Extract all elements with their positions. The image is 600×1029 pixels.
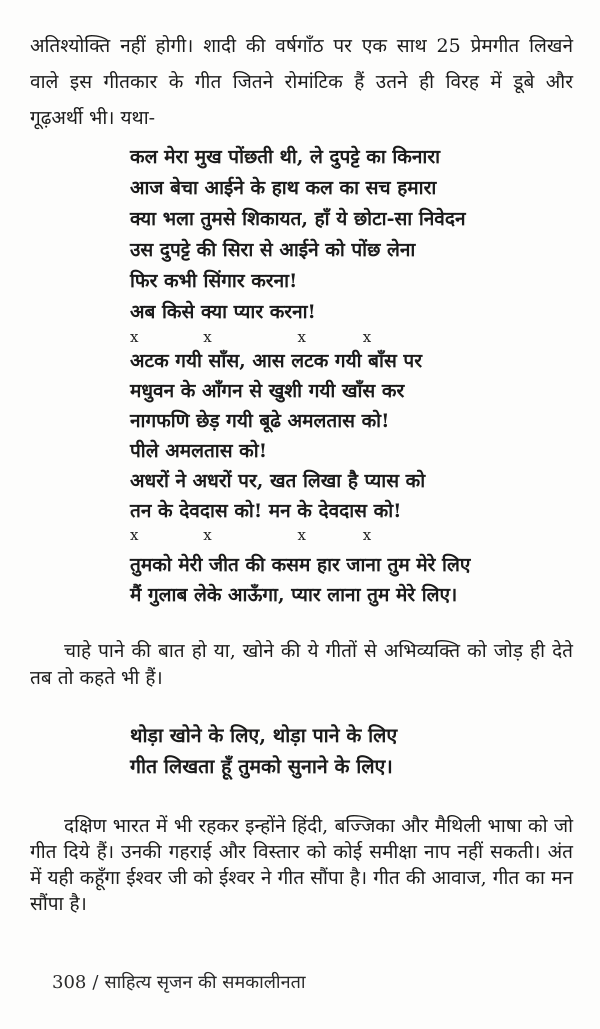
separator-mark: x: [130, 526, 139, 544]
poem-line: क्या भला तुमसे शिकायत, हाँ ये छोटा-सा निवेदन: [130, 208, 466, 230]
separator-mark: x: [297, 526, 306, 544]
paragraph-line: दक्षिण भारत में भी रहकर इन्होंने हिंदी, बज्जिका और मैथिली भाषा को जो: [64, 815, 573, 837]
quoted-couplet: [130, 720, 573, 782]
middle-paragraph: [30, 638, 573, 692]
poem-line: तन के देवदास को! मन के देवदास को!: [130, 500, 402, 522]
poem-line: उस दुपट्टे की सिरा से आईने को पोंछ लेना: [130, 239, 416, 261]
separator-mark: x: [203, 526, 212, 544]
poem-line: अधरों ने अधरों पर, खत लिखा है प्यास को: [130, 470, 426, 492]
separator-mark: x: [362, 526, 372, 544]
poem-line: नागफणि छेड़ गयी बूढे अमलतास को!: [130, 410, 390, 432]
page-number: 308: [52, 972, 87, 993]
poem-block-3: [130, 550, 573, 610]
closing-paragraph: [30, 813, 573, 917]
footer-separator: /: [92, 972, 99, 993]
paragraph-line: तब तो कहते भी हैं।: [30, 667, 163, 689]
poem-line: अटक गयी साँस, आस लटक गयी बाँस पर: [130, 350, 422, 372]
paragraph-line: अतिश्योक्ति नहीं होगी। शादी की वर्षगाँठ पर एक साथ 25 प्रेमगीत लिखने: [30, 35, 573, 57]
separator-mark: x: [130, 328, 139, 346]
poem-line: मधुवन के आँगन से खुशी गयी खाँस कर: [130, 380, 405, 402]
poem-block-2: [130, 346, 573, 526]
poem-line: कल मेरा मुख पोंछती थी, ले दुपट्टे का किनारा: [130, 146, 441, 168]
book-page: [30, 28, 573, 917]
poem-line: अब किसे क्या प्यार करना!: [130, 301, 316, 323]
separator-mark: x: [362, 328, 372, 346]
poem-line: तुमको मेरी जीत की कसम हार जाना तुम मेरे लिए: [130, 554, 471, 576]
paragraph-line: गूढ़अर्थी भी। यथा-: [30, 107, 156, 129]
paragraph-line: गीत दिये हैं। उनकी गहराई और विस्तार को कोई समीक्षा नाप नहीं सकती। अंत: [30, 841, 573, 863]
poem-line: गीत लिखता हूँ तुमको सुनाने के लिए।: [130, 755, 393, 778]
intro-paragraph: [30, 28, 573, 136]
poem-line: थोड़ा खोने के लिए, थोड़ा पाने के लिए: [130, 724, 398, 747]
separator-mark: x: [297, 328, 306, 346]
poem-line: फिर कभी सिंगार करना!: [130, 270, 298, 292]
separator-mark: x: [203, 328, 212, 346]
poem-line: पीले अमलतास को!: [130, 440, 268, 462]
book-title: साहित्य सृजन की समकालीनता: [104, 972, 306, 993]
poem-block-1: [130, 142, 573, 328]
paragraph-line: सौंपा है।: [30, 893, 87, 915]
poem-line: मैं गुलाब लेके आऊँगा, प्यार लाना तुम मेरे लिए।: [130, 584, 458, 606]
stanza-separator: [130, 526, 573, 544]
paragraph-line: वाले इस गीतकार के गीत जितने रोमांटिक हैं उतने ही विरह में डूबे और: [30, 71, 573, 93]
paragraph-line: में यही कहूँगा ईश्वर जी को ईश्वर ने गीत सौंपा है। गीत की आवाज, गीत का मन: [30, 867, 573, 889]
page-footer: [52, 970, 312, 994]
stanza-separator: [130, 328, 573, 346]
paragraph-line: चाहे पाने की बात हो या, खोने की ये गीतों से अभिव्यक्ति को जोड़ ही देते: [64, 640, 573, 662]
poem-line: आज बेचा आईने के हाथ कल का सच हमारा: [130, 177, 437, 199]
